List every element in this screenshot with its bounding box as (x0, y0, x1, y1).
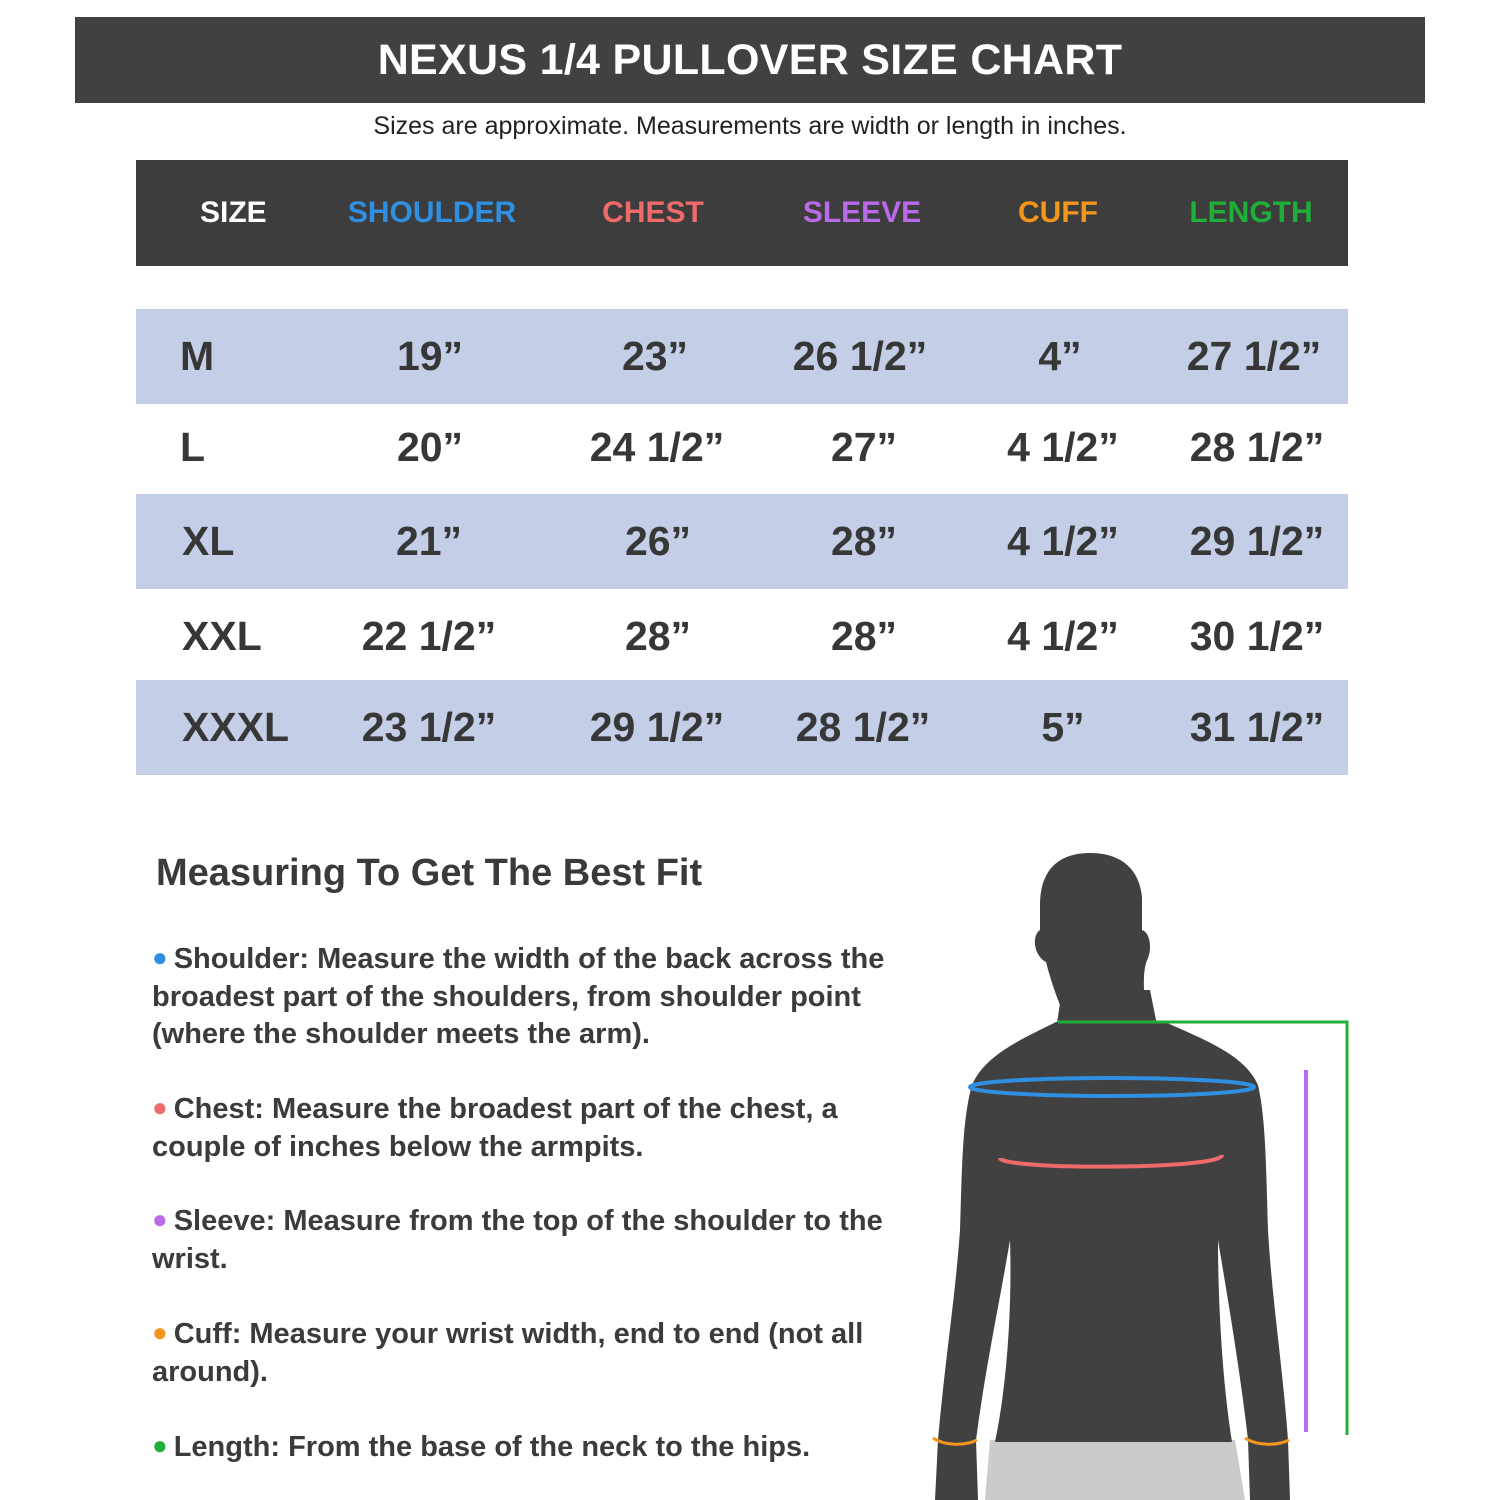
cell-sleeve: 28 1/2” (795, 704, 931, 750)
cell-size: XXXL (182, 704, 290, 750)
cell-size: M (180, 333, 215, 379)
cell-chest: 26” (624, 518, 692, 564)
cell-shoulder: 19” (396, 333, 464, 379)
guide-item-text: Cuff: Measure your wrist width, end to end (not all around). (152, 1318, 864, 1388)
table-row (136, 680, 1348, 775)
bullet-dot-icon: ● (152, 942, 168, 972)
table-row (136, 309, 1348, 404)
title-bar (75, 17, 1425, 103)
guide-item-chest (152, 1089, 892, 1166)
cell-sleeve: 27” (830, 424, 898, 470)
guide-item-cuff (152, 1314, 892, 1391)
header-sleeve: SLEEVE (802, 196, 922, 229)
cell-size: XXL (182, 613, 262, 659)
cell-length: 31 1/2” (1189, 704, 1325, 750)
guide-item-shoulder (152, 939, 892, 1054)
cell-chest: 28” (624, 613, 692, 659)
cell-size: XL (182, 518, 235, 564)
cell-shoulder: 21” (395, 518, 463, 564)
guide-item-text: Shoulder: Measure the width of the back across the broadest part of the shoulders, from shoulder point (where the shoulder meets the arm). (152, 943, 885, 1050)
cell-cuff: 5” (1041, 704, 1085, 750)
bullet-dot-icon: ● (152, 1092, 168, 1122)
table-row (136, 589, 1348, 684)
guide-item-text: Sleeve: Measure from the top of the shoulder to the wrist. (152, 1205, 883, 1275)
cell-length: 30 1/2” (1189, 613, 1325, 659)
cell-chest: 23” (621, 333, 689, 379)
bullet-dot-icon: ● (152, 1317, 168, 1347)
cell-sleeve: 28” (830, 518, 898, 564)
cell-cuff: 4” (1038, 333, 1082, 379)
page-title: NEXUS 1/4 PULLOVER SIZE CHART (377, 35, 1123, 84)
guide-title: Measuring To Get The Best Fit (156, 852, 703, 894)
header-chest: CHEST (602, 196, 704, 229)
cell-shoulder: 20” (396, 424, 464, 470)
table-row (136, 400, 1348, 495)
subtitle: Sizes are approximate. Measurements are width or length in inches. (373, 112, 1127, 140)
header-shoulder: SHOULDER (347, 196, 517, 229)
header-length: LENGTH (1189, 196, 1313, 229)
bullet-dot-icon: ● (152, 1430, 168, 1460)
cell-cuff: 4 1/2” (1007, 424, 1119, 470)
cell-sleeve: 26 1/2” (792, 333, 928, 379)
header-size: SIZE (200, 196, 267, 229)
cell-size: L (180, 424, 206, 470)
guide-item-sleeve (152, 1201, 892, 1278)
cell-chest: 29 1/2” (589, 704, 725, 750)
guide-item-text: Length: From the base of the neck to the hips. (173, 1431, 811, 1463)
guide-item-text: Chest: Measure the broadest part of the chest, a couple of inches below the armpits. (152, 1093, 838, 1163)
cell-cuff: 4 1/2” (1007, 518, 1119, 564)
cell-chest: 24 1/2” (589, 424, 725, 470)
cell-cuff: 4 1/2” (1007, 613, 1119, 659)
guide-item-length (152, 1427, 892, 1467)
cell-length: 29 1/2” (1189, 518, 1325, 564)
header-cuff: CUFF (1018, 196, 1098, 229)
bullet-dot-icon: ● (152, 1204, 168, 1234)
cell-shoulder: 23 1/2” (361, 704, 497, 750)
torso-silhouette-icon (900, 830, 1380, 1500)
cell-length: 28 1/2” (1189, 424, 1325, 470)
table-row (136, 494, 1348, 589)
cell-length: 27 1/2” (1186, 333, 1322, 379)
table-header (136, 160, 1348, 266)
cell-sleeve: 28” (830, 613, 898, 659)
cell-shoulder: 22 1/2” (361, 613, 497, 659)
